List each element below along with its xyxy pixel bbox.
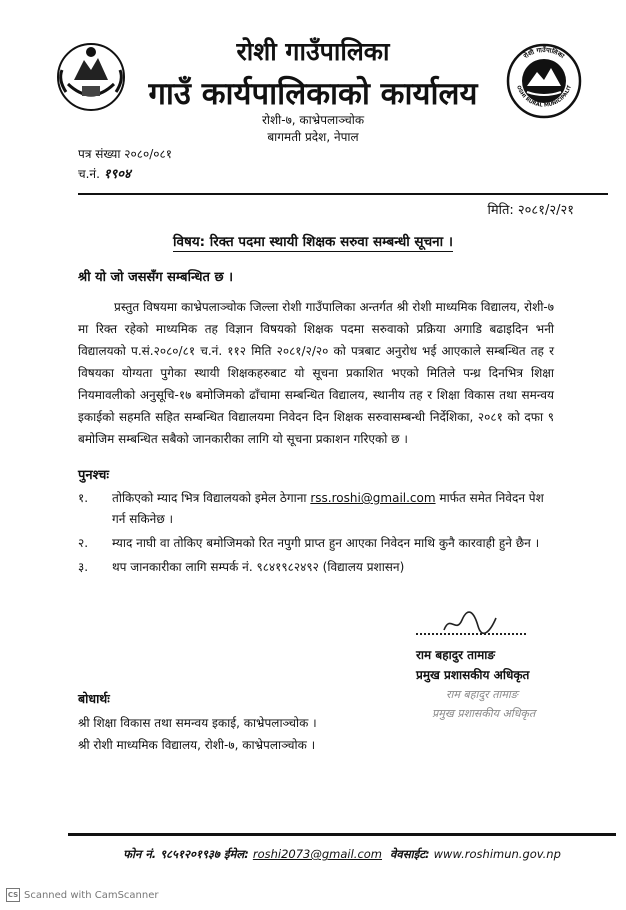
item-number: ३. [78, 560, 89, 574]
item-text: मार्फत समेत निवेदन पेश गर्न सकिनेछ । [112, 491, 544, 526]
scanner-watermark [6, 888, 159, 902]
item-text: तोकिएको म्याद भित्र विद्यालयको इमेल ठेगाना [112, 491, 307, 505]
subject-text: विषय: रिक्त पदमा स्थायी शिक्षक सरुवा सम्बन्धी सूचना । [173, 234, 453, 250]
footer-website-link[interactable]: www.roshimun.gov.np [433, 847, 561, 861]
address-line-1: रोशी-७, काभ्रेपलाञ्चोक [261, 113, 365, 127]
footer-contact [68, 847, 616, 862]
reference-block [78, 144, 172, 185]
letter-number: पत्र संख्या २०८०/०८१ [78, 147, 172, 161]
cc-item: श्री शिक्षा विकास तथा समन्वय इकाई, काभ्रेपलाञ्चोक । [78, 716, 317, 730]
salutation: श्री यो जो जससँग सम्बन्धित छ । [78, 270, 234, 285]
school-email-link[interactable]: rss.roshi@gmail.com [310, 491, 436, 505]
scanner-text: Scanned with CamScanner [24, 889, 159, 901]
list-item [78, 557, 558, 578]
footer-website-label: वेवसाईट: [390, 847, 430, 861]
stamp-designation: प्रमुख प्रशासकीय अधिकृत [432, 707, 536, 720]
item-number: १. [78, 491, 89, 505]
item-text: म्याद नाघी वा तोकिए बमोजिमको रित नपुगी प्राप्त हुन आएका निवेदन माथि कुनै कारवाही हुने छैन । [112, 536, 540, 550]
item-text: थप जानकारीका लागि सम्पर्क नं. ९८४१९८२४९२ (विद्यालय प्रशासन) [112, 560, 405, 574]
camscanner-icon: CS [6, 888, 20, 902]
postscript-list [78, 488, 558, 581]
signature-line [416, 633, 526, 635]
signatory-designation: प्रमुख प्रशासकीय अधिकृत [416, 668, 530, 682]
subject-line [0, 232, 626, 250]
header-divider [78, 193, 608, 195]
footer-phone: फोन नं. ९८५१२०१९३७ [123, 847, 220, 861]
office-address [0, 112, 626, 146]
list-item [78, 488, 558, 530]
item-number: २. [78, 536, 89, 550]
footer-email-link[interactable]: roshi2073@gmail.com [252, 847, 383, 861]
office-name: रोशी गाउँपालिका [236, 37, 390, 66]
cc-list [78, 712, 317, 756]
logo-top-text: रोशी गाउँपालिका [522, 45, 566, 61]
cc-title: बोधार्थः [78, 691, 110, 706]
logo-bottom-text: OSHI RURAL MUNICIPALIT [515, 84, 573, 109]
footer-email-label: ईमेल: [223, 847, 249, 861]
address-line-2: बागमती प्रदेश, नेपाल [267, 130, 359, 144]
body-paragraph: प्रस्तुत विषयमा काभ्रेपलाञ्चोक जिल्ला रोशी गाउँपालिका अन्तर्गत श्री रोशी माध्यमिक विद्यालय, रोशी-७ मा रिक्त रहेको माध्यमिक तह विज्ञान विषयको शिक्षक पदमा सरुवाको प्रक्रिया अगाडि बढाइदिन भनी विद्यालयको प.सं.२०८०/८१ च.नं. ११२ मिति २०८१/२/२० को पत्रबाट अनुरोध भई आएकाले सम्बन्धित तह र विषयका योग्यता पुगेका स्थायी शिक्षकहरुबाट यो सूचना प्रकाशित भएको मितिले पन्ध्र दिनभित्र शिक्षा नियमावलीको अनुसूचि-१७ बमोजिमको ढाँचामा सम्बन्धित विद्यालय, स्थानीय तह र शिक्षा विकास तथा समन्वय इकाईको सहमति सहित सम्बन्धित विद्यालयमा निवेदन दिन शिक्षक सरुवासम्बन्धी निर्देशिका, २०८१ को दफा ९ बमोजिम सम्बन्धित सबैको जानकारीका लागि यो सूचना प्रकाशन गरिएको छ । [78, 300, 554, 446]
stamp-name: राम बहादुर तामाङ [446, 688, 518, 701]
footer-divider [68, 833, 616, 836]
cc-item: श्री रोशी माध्यमिक विद्यालय, रोशी-७, काभ्रेपलाञ्चोक । [78, 738, 316, 752]
postscript-title: पुनश्चः [78, 468, 110, 483]
office-title: गाउँ कार्यपालिकाको कार्यालय [148, 76, 478, 112]
name-stamp [432, 685, 535, 723]
signatory-name: राम बहादुर तामाङ [416, 648, 496, 662]
dispatch-label: च.नं. [78, 167, 100, 181]
letter-date: मिति: २०८१/२/२१ [487, 203, 574, 218]
signatory-block [416, 645, 529, 685]
dispatch-number: १९०४ [103, 167, 131, 182]
list-item [78, 533, 558, 554]
